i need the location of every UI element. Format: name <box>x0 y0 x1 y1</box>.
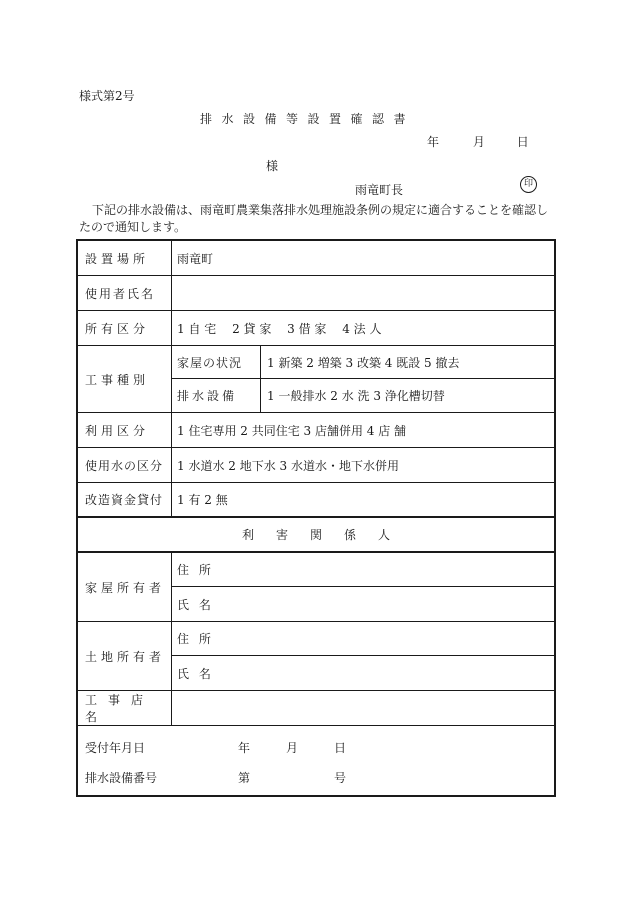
row-loan <box>78 483 554 518</box>
received-date-label: 受付年月日 <box>85 741 146 755</box>
row-location <box>78 241 554 276</box>
drainage-label: 排水設備 <box>172 379 261 412</box>
row-stakeholders-heading <box>78 518 554 553</box>
received-year-label: 年 <box>238 741 251 755</box>
loan-options: 1 有 2 無 <box>177 493 228 507</box>
date-day-label: 日 <box>516 135 529 149</box>
house-status-label: 家屋の状況 <box>172 346 261 379</box>
house-status-options: 1 新築 2 増築 3 改築 4 既設 5 撤去 <box>261 346 554 379</box>
user-name-field[interactable] <box>172 276 554 310</box>
drainage-number-suffix: 号 <box>334 771 347 785</box>
drainage-number-prefix: 第 <box>238 771 251 785</box>
received-month-label: 月 <box>286 741 299 755</box>
row-user-name <box>78 276 554 311</box>
ownership-options: 1 自 宅 2 貸 家 3 借 家 4 法 人 <box>177 321 382 336</box>
house-owner-label: 家屋所有者 <box>78 553 172 621</box>
confirmation-form-table <box>76 239 556 797</box>
location-value: 雨竜町 <box>177 251 214 266</box>
recipient-suffix: 様 <box>266 159 279 173</box>
water-source-options: 1 水道水 2 地下水 3 水道水・地下水併用 <box>177 458 399 473</box>
ownership-label: 所有区分 <box>78 311 172 345</box>
house-owner-name-label: 氏 名 <box>177 597 214 612</box>
notice-text: 下記の排水設備は、雨竜町農業集落排水処理施設条例の規定に適合することを確認したので通知します。 <box>79 203 549 234</box>
house-owner-address-label: 住 所 <box>172 553 554 587</box>
received-day-label: 日 <box>334 741 347 755</box>
land-owner-label: 土地所有者 <box>78 622 172 690</box>
row-house-owner <box>78 553 554 622</box>
land-owner-name-label: 氏 名 <box>177 666 214 681</box>
loan-label: 改造資金貸付 <box>78 483 172 516</box>
seal-mark: 印 <box>520 176 537 193</box>
location-label: 設置場所 <box>78 241 172 275</box>
row-office-use <box>78 726 554 797</box>
water-source-label: 使用水の区分 <box>78 448 172 482</box>
stakeholders-heading: 利害関係人 <box>241 528 412 542</box>
document-title: 排水設備等設置確認書 <box>200 112 416 126</box>
row-usage <box>78 413 554 448</box>
row-water-source <box>78 448 554 483</box>
land-owner-address-label: 住 所 <box>172 622 554 656</box>
form-number: 様式第2号 <box>79 89 135 103</box>
date-year-label: 年 <box>427 135 440 149</box>
row-land-owner <box>78 622 554 691</box>
date-month-label: 月 <box>472 135 485 149</box>
issue-date <box>427 133 529 150</box>
issuer-name: 雨竜町長 <box>355 183 404 197</box>
row-work-type <box>78 346 554 413</box>
row-contractor <box>78 691 554 726</box>
row-ownership <box>78 311 554 346</box>
work-type-label: 工事種別 <box>78 346 172 412</box>
contractor-field[interactable] <box>172 691 554 725</box>
usage-label: 利用区分 <box>78 413 172 447</box>
user-name-label: 使用者氏名 <box>78 276 172 310</box>
drainage-number-label: 排水設備番号 <box>85 771 158 785</box>
contractor-label: 工事店名 <box>78 691 172 725</box>
usage-options: 1 住宅専用 2 共同住宅 3 店舗併用 4 店 舗 <box>177 423 407 438</box>
drainage-options: 1 一般排水 2 水 洗 3 浄化槽切替 <box>267 389 445 403</box>
